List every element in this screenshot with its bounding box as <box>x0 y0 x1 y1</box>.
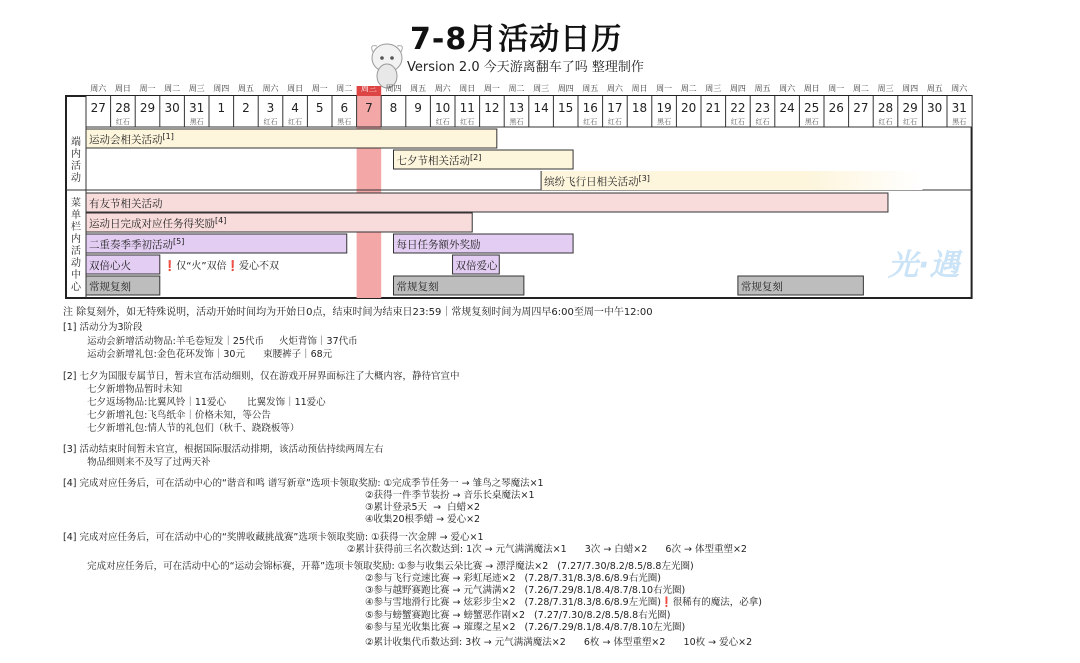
day-number: 30 <box>927 101 943 115</box>
day-number: 6 <box>340 101 349 115</box>
weekday-label: 周六 <box>262 84 279 93</box>
day-number: 30 <box>164 101 180 115</box>
day-number: 29 <box>139 101 156 115</box>
event-bar <box>86 213 472 232</box>
day-number: 23 <box>754 101 771 115</box>
footnote-line: ⑥参与星光收集比赛 → 璀璨之星×2 (7.26/7.29/8.1/8.4/8.7/8.10左光圈) <box>63 622 686 633</box>
day-number: 11 <box>459 101 475 115</box>
weekday-label: 周四 <box>729 84 746 93</box>
page-title: 7-8月活动日历 <box>410 22 623 57</box>
day-number: 2 <box>242 101 250 115</box>
day-number: 10 <box>435 101 451 115</box>
day-number: 5 <box>315 101 324 115</box>
day-number: 27 <box>853 101 869 115</box>
footnote-line: 七夕新增物品暂时未知 <box>63 384 183 395</box>
event-bar-label: 运动会相关活动[1] <box>89 132 174 146</box>
day-number: 26 <box>828 101 844 115</box>
weekday-label: 周三 <box>705 84 722 93</box>
event-bar-label: 缤纷飞行日相关活动[3] <box>544 174 650 188</box>
weekday-label: 周日 <box>114 84 131 93</box>
day-tag: 红石 <box>755 118 770 126</box>
weekday-label: 周一 <box>656 84 673 93</box>
footnote-line: ④收集20根季蜡 → 爱心×2 <box>63 514 481 525</box>
footnote-line: [4] 完成对应任务后，可在活动中心的“奖牌收藏挑战赛”选项卡领取奖励: ①获得一次金牌 → 爱心×1 <box>63 532 484 543</box>
day-tag: 红石 <box>460 118 475 126</box>
section-label-activity-center: 栏 <box>71 222 81 233</box>
day-tag: 黑石 <box>189 118 204 126</box>
day-tag: 红石 <box>288 118 303 126</box>
section-label-activity-center: 单 <box>71 210 81 221</box>
footnote-line: ④参与雪地滑行比赛 → 炫彩步尘×2 (7.28/7.31/8.3/8.6/8.9左光圈)❗很稀有的魔法，必拿) <box>63 597 762 608</box>
footnote-line: [1] 活动分为3阶段 <box>63 322 143 333</box>
section-label-in-game: 活 <box>71 161 81 172</box>
event-bar-label: 每日任务额外奖励 <box>396 239 481 251</box>
day-number: 9 <box>414 101 422 115</box>
footnote-line: ②累计收集代币数达到: 3枚 → 元气满满魔法×2 6枚 → 体型重塑×2 10枚 → 爱心×2 <box>63 637 753 648</box>
footnote-ref: [4] <box>215 216 227 225</box>
day-number: 17 <box>607 101 623 115</box>
day-number: 7 <box>365 101 373 115</box>
weekday-label: 周一 <box>139 84 156 93</box>
weekday-label: 周六 <box>434 84 451 93</box>
footnote-line: 运动会新增活动物品:羊毛卷短发｜25代币 火炬背饰｜37代币 <box>63 336 358 347</box>
weekday-label: 周一 <box>483 84 500 93</box>
weekday-label: 周六 <box>90 84 107 93</box>
day-tag: 红石 <box>878 118 893 126</box>
section-label-activity-center: 活 <box>71 246 81 257</box>
event-bar-label: 常规复刻 <box>740 281 783 293</box>
footnote-line: ②获得一件季节装扮 → 音乐长桌魔法×1 <box>63 490 535 501</box>
day-tag: 红石 <box>607 118 622 126</box>
footnote-line: 物品细则来不及写了过两天补 <box>63 457 211 468</box>
footnote-line: ②参与飞行竞速比赛 → 彩虹尾迹×2 (7.28/7.31/8.3/8.6/8.9右光圈) <box>63 573 661 584</box>
event-bar <box>394 234 574 253</box>
weekday-label: 周六 <box>951 84 968 93</box>
section-label-activity-center: 动 <box>71 258 81 269</box>
weekday-label: 周二 <box>508 84 525 93</box>
day-number: 20 <box>681 101 697 115</box>
event-bar <box>394 276 524 295</box>
day-number: 1 <box>217 101 226 115</box>
event-bar <box>86 193 888 212</box>
double-warning: ❗仅“火”双倍❗爱心不双 <box>163 261 280 272</box>
day-number: 22 <box>730 101 746 115</box>
event-bar-label: 常规复刻 <box>89 281 131 293</box>
footnote-line: 七夕新增礼包:飞鸟纸伞｜价格未知，等公告 <box>63 410 271 421</box>
footnote-line: ⑤参与螃蟹赛跑比赛 → 螃蟹恶作剧×2 (7.27/7.30/8.2/8.5/8.8右光圈) <box>63 610 671 621</box>
weekday-label: 周三 <box>877 84 894 93</box>
day-tag: 黑石 <box>657 118 672 126</box>
weekday-label: 周日 <box>631 84 648 93</box>
section-label-activity-center: 心 <box>71 282 81 293</box>
day-tag: 红石 <box>903 118 918 126</box>
day-tag: 红石 <box>115 118 130 126</box>
day-number: 12 <box>484 101 500 115</box>
weekday-label: 周二 <box>164 84 181 93</box>
footnote-line: ③参与越野赛跑比赛 → 元气满满×2 (7.26/7.29/8.1/8.4/8.7/8.10右光圈) <box>63 585 686 596</box>
footnote-ref: [5] <box>173 237 185 246</box>
weekday-label: 周四 <box>902 84 919 93</box>
day-number: 15 <box>558 101 574 115</box>
section-label-activity-center: 中 <box>71 270 81 281</box>
event-bar <box>738 276 863 295</box>
weekday-label: 周四 <box>385 84 402 93</box>
day-tag: 红石 <box>583 118 598 126</box>
day-number: 28 <box>115 101 131 115</box>
weekday-label: 周三 <box>360 84 377 93</box>
section-label-in-game: 端 <box>71 137 81 148</box>
day-tag: 红石 <box>730 118 745 126</box>
weekday-label: 周六 <box>606 84 623 93</box>
footnote-line: [3] 活动结束时间暂未官宣，根据国际服活动排期，该活动预估持续两周左右 <box>63 444 384 455</box>
footnote-line: 完成对应任务后，可在活动中心的“运动会锦标赛，开幕”选项卡领取奖励: ①参与收集云朵比赛 → 漂浮魔法×2 (7.27/7.30/8.2/8.5/8.8左光圈) <box>63 561 694 572</box>
day-number: 19 <box>656 101 672 115</box>
weekday-label: 周五 <box>582 84 599 93</box>
event-bar-label: 运动日完成对应任务得奖励[4] <box>89 216 227 230</box>
section-label-in-game: 内 <box>71 149 81 160</box>
event-bar-label: 二重奏季季初活动[5] <box>89 237 185 251</box>
day-tag: 黑石 <box>952 118 967 126</box>
event-bar-label: 七夕节相关活动[2] <box>396 153 482 167</box>
event-bar-label: 常规复刻 <box>396 281 439 293</box>
day-tag: 黑石 <box>804 118 819 126</box>
day-number: 13 <box>508 101 525 115</box>
event-bar <box>394 150 574 169</box>
event-bar <box>86 234 347 253</box>
day-tag: 黑石 <box>337 118 352 126</box>
section-label-in-game: 动 <box>71 173 81 184</box>
weekday-label: 周三 <box>533 84 550 93</box>
weekday-label: 周五 <box>754 84 771 93</box>
day-number: 31 <box>189 101 205 115</box>
weekday-label: 周二 <box>680 84 697 93</box>
weekday-label: 周日 <box>287 84 304 93</box>
day-number: 21 <box>705 101 721 115</box>
weekday-label: 周二 <box>852 84 869 93</box>
weekday-label: 周四 <box>557 84 574 93</box>
footnote-line: [4] 完成对应任务后，可在活动中心的“谐音和鸣 谱写新章”选项卡领取奖励: ①完成季节任务一 → 雏鸟之琴魔法×1 <box>63 478 544 489</box>
event-bar <box>86 129 497 148</box>
day-number: 3 <box>266 101 275 115</box>
day-number: 16 <box>582 101 598 115</box>
weekday-label: 周六 <box>779 84 796 93</box>
footnote-line: ②累计获得前三名次数达到: 1次 → 元气满满魔法×1 3次 → 白蜡×2 6次 → 体型重塑×2 <box>63 544 747 555</box>
footnote-ref: [3] <box>638 174 650 183</box>
footnote-ref: [2] <box>470 153 482 162</box>
event-bar-label: 有友节相关活动 <box>89 198 163 210</box>
weekday-label: 周一 <box>311 84 328 93</box>
weekday-label: 周三 <box>188 84 205 93</box>
footnote-line: ③累计登录5天 → 白蜡×2 <box>63 502 481 513</box>
weekday-label: 周五 <box>926 84 943 93</box>
footnote-ref: [1] <box>162 132 174 141</box>
section-label-activity-center: 菜 <box>71 198 81 209</box>
day-number: 24 <box>779 101 795 115</box>
section-label-activity-center: 内 <box>71 234 81 245</box>
day-number: 25 <box>804 101 820 115</box>
footnote-line: [2] 七夕为国服专属节日，暂未宣布活动细则，仅在游戏开屏界面标注了大概内容，静待官宣中 <box>63 371 460 382</box>
footnote-line: 运动会新增礼包:金色花环发饰｜30元 束腰裤子｜68元 <box>63 349 333 360</box>
weekday-label: 周日 <box>803 84 820 93</box>
day-tag: 红石 <box>435 118 450 126</box>
event-bar-label: 双倍爱心 <box>455 260 498 272</box>
weekday-label: 周日 <box>459 84 476 93</box>
event-bar <box>541 171 922 190</box>
day-number: 27 <box>90 101 106 115</box>
day-number: 8 <box>389 101 398 115</box>
weekday-label: 周二 <box>336 84 353 93</box>
day-number: 4 <box>291 101 299 115</box>
day-number: 14 <box>533 101 549 115</box>
event-bar <box>86 255 160 274</box>
footnote-line: 七夕返场物品:比翼风铃｜11爱心 比翼发饰｜11爱心 <box>63 397 326 408</box>
day-number: 31 <box>951 101 967 115</box>
event-bar-label: 双倍心火 <box>89 260 131 272</box>
day-tag: 黑石 <box>509 118 524 126</box>
weekday-label: 周四 <box>213 84 230 93</box>
footnote-line: 七夕新增礼包:情人节的礼包们（秋千、跷跷板等） <box>63 423 300 434</box>
sky-logo: 光·遇 <box>888 248 960 283</box>
day-number: 28 <box>877 101 894 115</box>
day-number: 18 <box>631 101 648 115</box>
page-subtitle: Version 2.0 今天游离翻车了吗 整理制作 <box>407 60 644 75</box>
calendar-note: 注 除复刻外，如无特殊说明，活动开始时间均为开始日0点，结束时间为结束日23:59｜常规复刻时间为周四早6:00至周一中午12:00 <box>63 307 653 318</box>
weekday-label: 周一 <box>828 84 845 93</box>
day-tag: 红石 <box>263 118 278 126</box>
weekday-label: 周五 <box>410 84 427 93</box>
event-bar <box>453 255 500 274</box>
weekday-label: 周五 <box>237 84 254 93</box>
event-bar <box>86 276 160 295</box>
day-number: 29 <box>902 101 918 115</box>
